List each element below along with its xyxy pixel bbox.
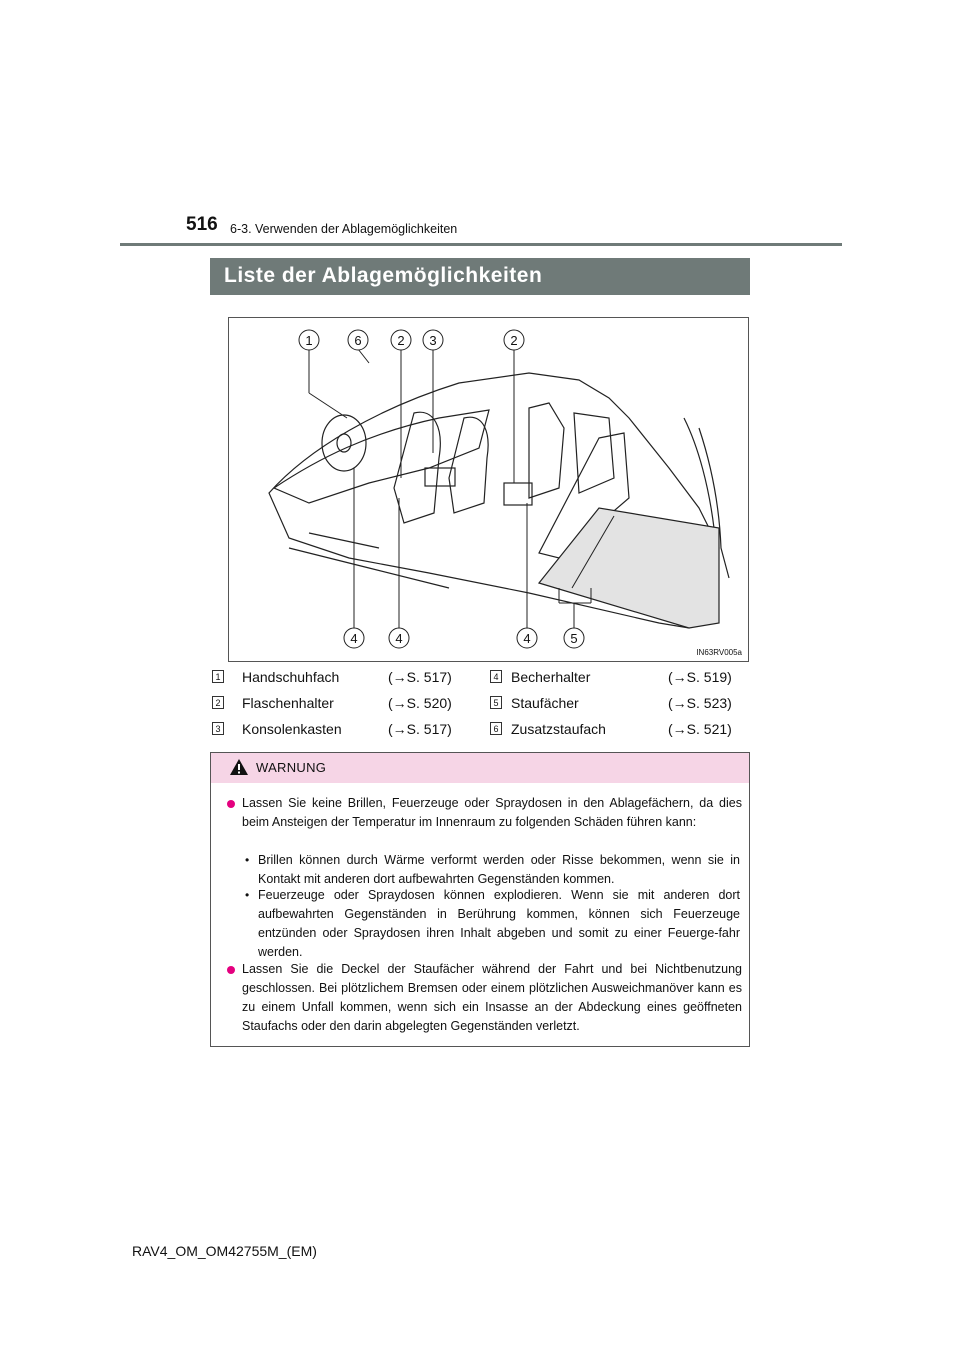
legend-ref-link[interactable]: (→S. 517) — [388, 669, 452, 685]
page-number: 516 — [186, 214, 218, 235]
warning-header — [211, 753, 749, 783]
legend-ref-link[interactable]: (→S. 523) — [668, 695, 732, 711]
section-title: 6-3. Verwenden der Ablagemöglichkeiten — [230, 222, 458, 236]
callout-bottom-2: 4 — [395, 631, 403, 646]
legend-number: 5 — [490, 696, 502, 709]
warning-subitem: Brillen können durch Wärme verformt werden oder Risse bekommen, wenn sie in Kontakt mit anderen dort aufbewahrten Gegenständen kommen. — [258, 853, 740, 886]
bullet-icon — [227, 966, 235, 974]
warning-title: WARNUNG — [256, 760, 327, 775]
legend-number: 4 — [490, 670, 502, 683]
footer-code: RAV4_OM_OM42755M_(EM) — [132, 1243, 317, 1259]
car-interior-illustration — [229, 318, 748, 661]
legend-number: 3 — [212, 722, 224, 735]
legend-label: Flaschenhalter — [242, 695, 334, 711]
warning-paragraph: Lassen Sie keine Brillen, Feuerzeuge oder Spraydosen in den Ablagefächern, da dies beim Ansteigen der Temperatur im Innenraum zu folgenden Schäden führen kann: — [242, 796, 742, 829]
legend-label: Zusatzstaufach — [511, 721, 606, 737]
legend-label: Handschuhfach — [242, 669, 340, 685]
legend-label: Becherhalter — [511, 669, 591, 685]
callout-top-2: 6 — [354, 333, 362, 348]
interior-figure — [228, 317, 749, 662]
callout-top-4: 3 — [429, 333, 437, 348]
callout-bottom-3: 4 — [523, 631, 531, 646]
warning-box — [210, 752, 750, 1047]
warning-paragraph: Lassen Sie die Deckel der Staufächer während der Fahrt und bei Nichtbenutzung geschlossen. Bei plötzlichem Bremsen oder einem plötzlichen Ausweichmanöver kann es zu einem Unfall kommen, wenn sich ein Insasse an der Abdeckung eines geöffneten Staufachs oder den darin abgelegten Gegenständen verletzt. — [242, 962, 742, 1033]
figure-code: IN63RV005a — [696, 648, 742, 657]
sub-bullet-icon: • — [245, 888, 250, 902]
callout-bottom-1: 4 — [350, 631, 358, 646]
legend-label: Staufächer — [511, 695, 579, 711]
legend-number: 1 — [212, 670, 224, 683]
legend-number: 2 — [212, 696, 224, 709]
page-heading: Liste der Ablagemöglichkeiten — [224, 264, 543, 287]
callout-bottom-4: 5 — [570, 631, 578, 646]
legend-ref-link[interactable]: (→S. 519) — [668, 669, 732, 685]
legend-ref-link[interactable]: (→S. 521) — [668, 721, 732, 737]
legend-ref-link[interactable]: (→S. 520) — [388, 695, 452, 711]
callout-top-5: 2 — [510, 333, 518, 348]
header-rule — [120, 243, 842, 246]
sub-bullet-icon: • — [245, 853, 250, 867]
legend-label: Konsolenkasten — [242, 721, 342, 737]
legend-ref-link[interactable]: (→S. 517) — [388, 721, 452, 737]
legend-number: 6 — [490, 722, 502, 735]
callout-top-3: 2 — [397, 333, 405, 348]
bullet-icon — [227, 800, 235, 808]
callout-top-1: 1 — [305, 333, 313, 348]
warning-subitem: Feuerzeuge oder Spraydosen können explodieren. Wenn sie mit anderen dort aufbewahrten Gegenständen in Berührung kommen, können sich Feuerzeuge entzünden oder Spraydosen ihren Inhalt abgeben und somit zu einer Feuerge-fahr werden. — [258, 888, 740, 959]
heading-bar — [210, 258, 750, 295]
warning-triangle-icon — [229, 758, 249, 776]
